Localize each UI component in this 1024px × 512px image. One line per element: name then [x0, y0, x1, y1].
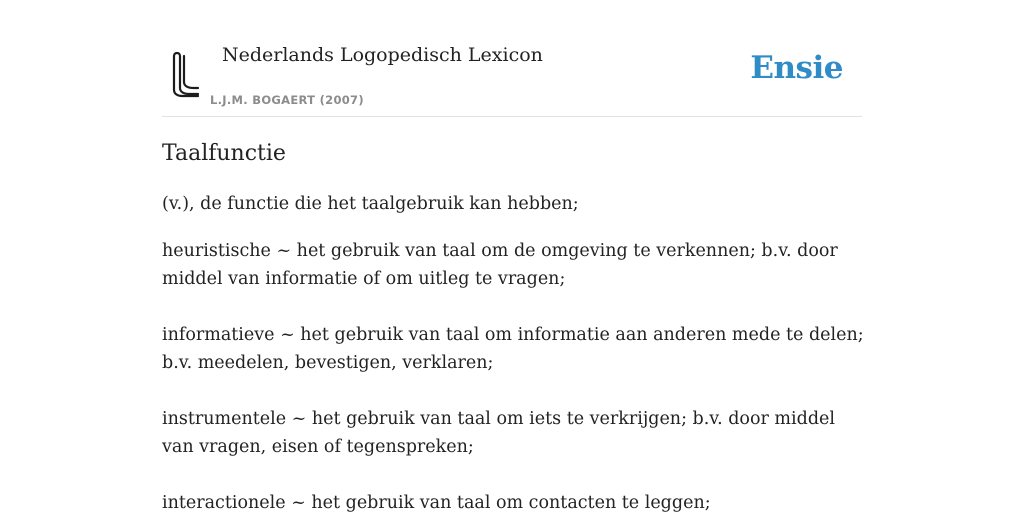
ensie-brand-link[interactable]: Ensie	[750, 50, 843, 86]
definition-heuristic: heuristische ~ het gebruik van taal om de omgeving te verkennen; b.v. door middel van informatie of om uitleg te vragen;	[162, 241, 838, 289]
book-title[interactable]: Nederlands Logopedisch Lexicon	[222, 44, 543, 66]
book-header	[162, 0, 862, 117]
book-author: L.J.M. BOGAERT (2007)	[210, 93, 364, 107]
entry-content	[162, 138, 866, 512]
book-logo-icon[interactable]	[168, 48, 204, 98]
definition-instrumental: instrumentele ~ het gebruik van taal om iets te verkrijgen; b.v. door middel van vragen, eisen of tegenspreken;	[162, 409, 835, 457]
entry-intro: (v.), de functie die het taalgebruik kan hebben;	[162, 194, 579, 214]
definition-informative: informatieve ~ het gebruik van taal om informatie aan anderen mede te delen; b.v. meedelen, bevestigen, verklaren;	[162, 325, 864, 373]
definition-interactional: interactionele ~ het gebruik van taal om contacten te leggen;	[162, 493, 711, 512]
entry-title: Taalfunctie	[162, 141, 286, 166]
